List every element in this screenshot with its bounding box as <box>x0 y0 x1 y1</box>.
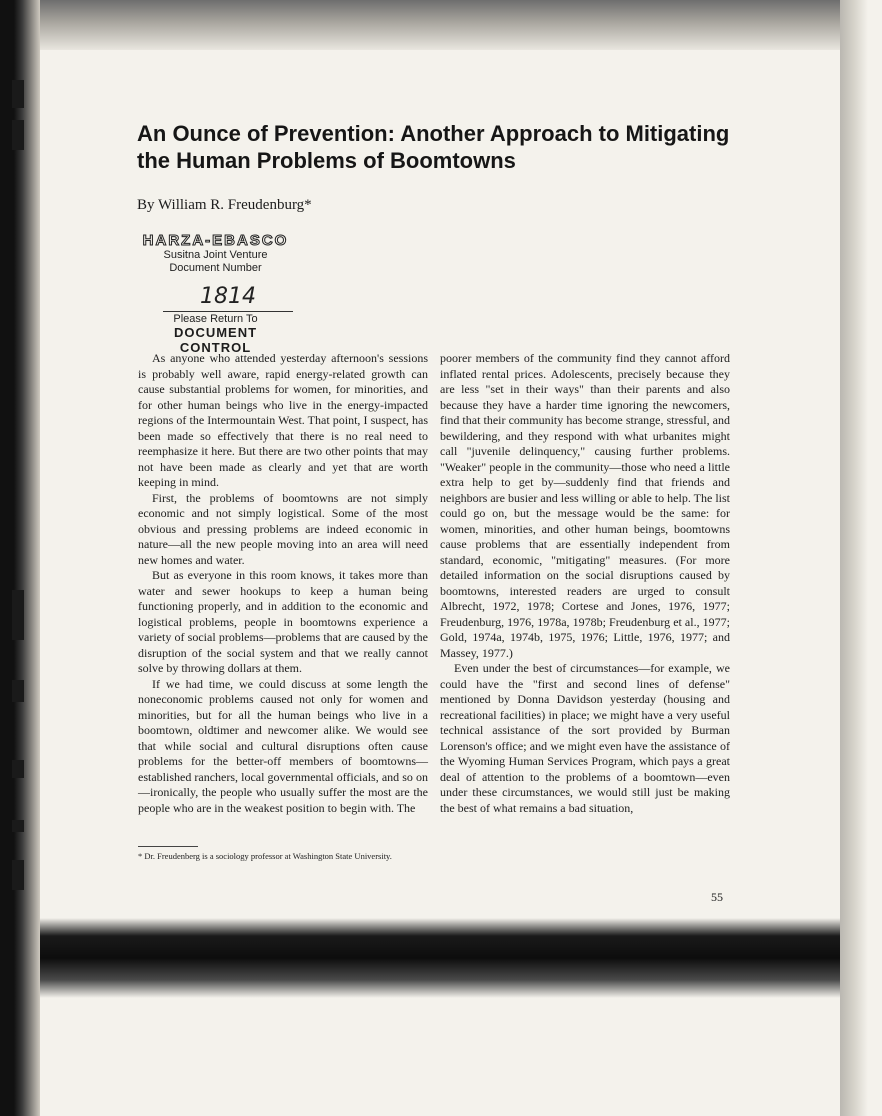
paragraph: But as everyone in this room knows, it takes more than water and sewer hookups to keep a human being functioning properly, and in addition to the economic and logistical problems, people in boomtowns experience a variety of social problems—problems that are caused by the disruption of the social system and that we really cannot solve by throwing dollars at them. <box>138 568 428 675</box>
article-title: An Ounce of Prevention: Another Approach to Mitigating the Human Problems of Boomtowns <box>137 121 730 173</box>
body-column-right <box>440 351 730 816</box>
footnote-rule <box>138 846 198 847</box>
scan-shadow-top <box>40 0 840 50</box>
scan-shadow-right <box>840 0 882 1116</box>
paragraph: If we had time, we could discuss at some length the noneconomic problems caused not only for women and minorities, but for all the human beings who live in a boomtown, oldtimer and newcomer alike. We would see that while social and cultural disruptions often cause problems for the better-off members of boomtowns—established ranchers, local governmental officials, and so on—ironically, the people who usually suffer the most are the people who are in the weakest position to begin with. The <box>138 676 428 815</box>
stamp-control-label: DOCUMENT CONTROL <box>173 325 258 355</box>
binding-marks <box>12 80 32 900</box>
stamp-return-label: Please Return To <box>173 313 258 325</box>
paragraph: Even under the best of circumstances—for example, we could have the "first and second lines of defense" mentioned by Donna Davidson yesterday (housing and recreational facilities) in place; we might have a very useful technical assistance of the sort provided by Burman Lorenson's office; and we might even have the assistance of the Wyoming Human Services Program, which pays a great deal of attention to the problems of a boomtown—even under these circumstances, we would still just be making the best of what remains a bad situation, <box>440 661 730 815</box>
page-number: 55 <box>711 890 723 904</box>
stamp-line-1: Susitna Joint Venture <box>163 249 268 261</box>
body-column-left <box>138 351 428 816</box>
paragraph: First, the problems of boomtowns are not simply economic and not simply logistical. Some of the most obvious and pressing problems are indeed economic in nature—all the new people moving into an area will need new homes and water. <box>138 490 428 567</box>
stamp-document-number: 1814 <box>163 283 293 312</box>
stamp-logo: HARZA-EBASCO <box>142 232 289 249</box>
footnote: * Dr. Freudenberg is a sociology professor at Washington State University. <box>138 851 392 861</box>
scan-shadow-bottom <box>40 918 840 998</box>
paragraph: poorer members of the community find they cannot afford inflated rental prices. Adolescents, precisely because they are less "set in their ways" than their parents and also because they have a harder time ignoring the newcomers, find that their community has become strange, stressful, and bewildering, and they respond with what urbanites might call "juvenile delinquency," causing further problems. "Weaker" people in the community—those who need a little extra help to get by—suddenly find that friends and neighbors are busier and less willing or able to help. The list could go on, but the message would be the same: for women, minorities, and other human beings, boomtowns cause problems that are essentially independent from standard, economic, "mitigating" measures. (For more detailed information on the social disruptions caused by boomtowns, interested readers are urged to consult Albrecht, 1972, 1978; Cortese and Jones, 1976, 1977; Freudenburg, 1976, 1978a, 1978b; Freudenburg et al., 1977; Gold, 1974a, 1974b, 1975, 1976; Little, 1976, 1977; and Massey, 1977.) <box>440 351 730 660</box>
stamp-line-2: Document Number <box>169 262 262 274</box>
document-stamp <box>138 232 293 275</box>
byline: By William R. Freudenburg* <box>137 197 312 213</box>
paragraph: As anyone who attended yesterday afternoon's sessions is probably well aware, rapid energy-related growth can cause substantial problems for women, for minorities, and for other human beings who live in the energy-impacted regions of the Intermountain West. That point, I suspect, has been made so effectively that there is no real need to reemphasize it here. But there are two other points that may not have been made as clearly and yet that are worth keeping in mind. <box>138 351 428 489</box>
